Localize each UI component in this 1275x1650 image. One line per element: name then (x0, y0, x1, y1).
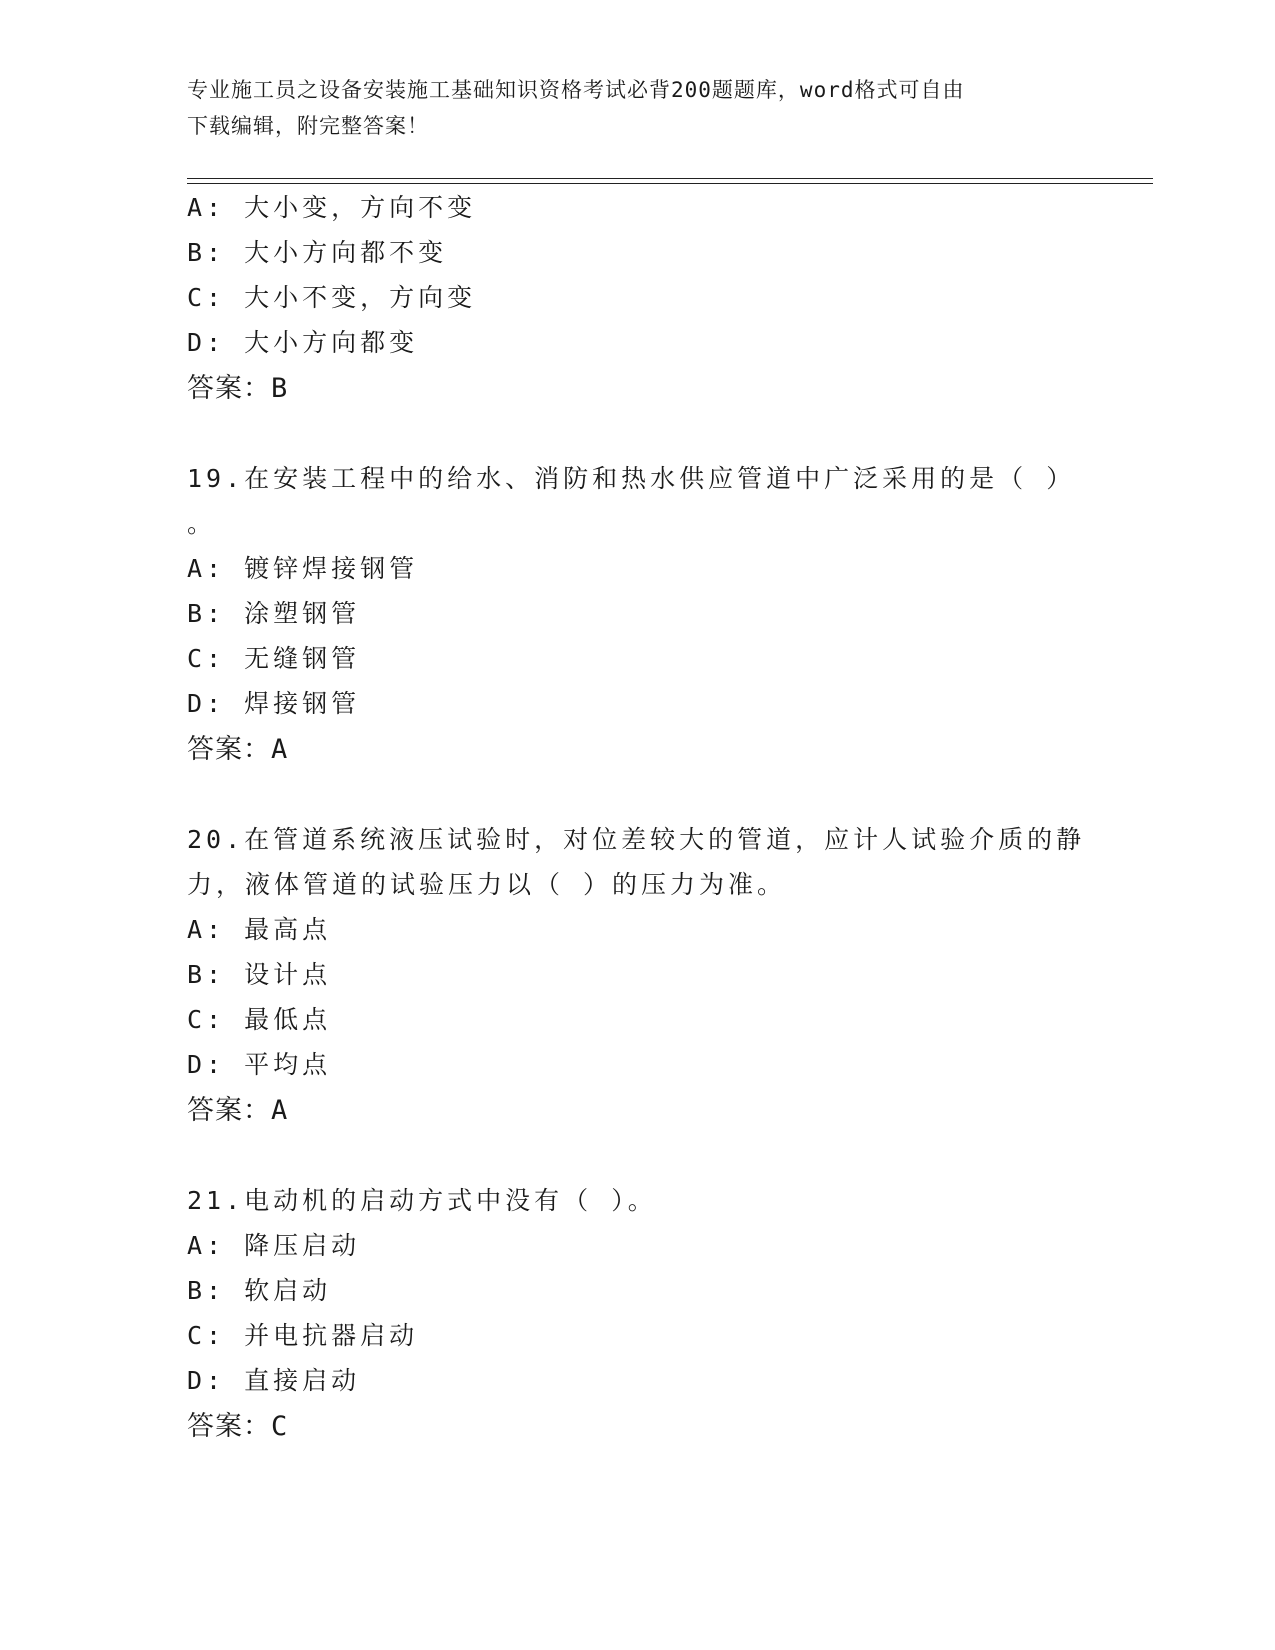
q20-option-a: A: 最高点 (187, 915, 332, 944)
q20-option-d: D: 平均点 (187, 1050, 332, 1079)
q20-option-c: C: 最低点 (187, 1005, 332, 1034)
answer-label: 答案： (187, 734, 271, 765)
q20-stem-line-1: 20.在管道系统液压试验时，对位差较大的管道，应计人试验介质的静 (187, 825, 1086, 854)
q18-option-a: A: 大小变，方向不变 (187, 193, 477, 222)
q19-stem-line-1: 19.在安装工程中的给水、消防和热水供应管道中广泛采用的是（ ） (187, 464, 1076, 493)
q19-answer (187, 730, 288, 770)
q18-option-b: B: 大小方向都不变 (187, 238, 448, 267)
q19-option-d: D: 焊接钢管 (187, 689, 361, 718)
q20-answer (187, 1091, 288, 1131)
q19-stem-line-2: 。 (187, 509, 217, 538)
q20-stem-line-2: 力，液体管道的试验压力以（ ）的压力为准。 (187, 870, 787, 899)
q18-option-c: C: 大小不变，方向变 (187, 283, 477, 312)
q19-option-b: B: 涂塑钢管 (187, 599, 361, 628)
answer-value: A (271, 734, 289, 765)
document-header (187, 72, 1087, 144)
answer-label: 答案： (187, 373, 271, 404)
q21-option-b: B: 软启动 (187, 1276, 332, 1305)
answer-label: 答案： (187, 1095, 271, 1126)
header-line-2: 下载编辑，附完整答案！ (187, 114, 429, 138)
q21-option-c: C: 并电抗器启动 (187, 1321, 419, 1350)
header-divider-bottom (187, 183, 1153, 184)
q18-option-d: D: 大小方向都变 (187, 328, 419, 357)
q20-option-b: B: 设计点 (187, 960, 332, 989)
answer-value: C (271, 1411, 289, 1442)
q21-answer (187, 1407, 288, 1447)
q21-stem-line-1: 21.电动机的启动方式中没有（ ）。 (187, 1186, 657, 1215)
header-divider-top (187, 178, 1153, 179)
answer-value: B (271, 373, 289, 404)
q21-option-d: D: 直接启动 (187, 1366, 361, 1395)
answer-value: A (271, 1095, 289, 1126)
header-line-1: 专业施工员之设备安装施工基础知识资格考试必背200题题库，word格式可自由 (187, 78, 965, 102)
q21-option-a: A: 降压启动 (187, 1231, 361, 1260)
q19-option-c: C: 无缝钢管 (187, 644, 361, 673)
q19-option-a: A: 镀锌焊接钢管 (187, 554, 419, 583)
q18-answer (187, 369, 288, 409)
answer-label: 答案： (187, 1411, 271, 1442)
